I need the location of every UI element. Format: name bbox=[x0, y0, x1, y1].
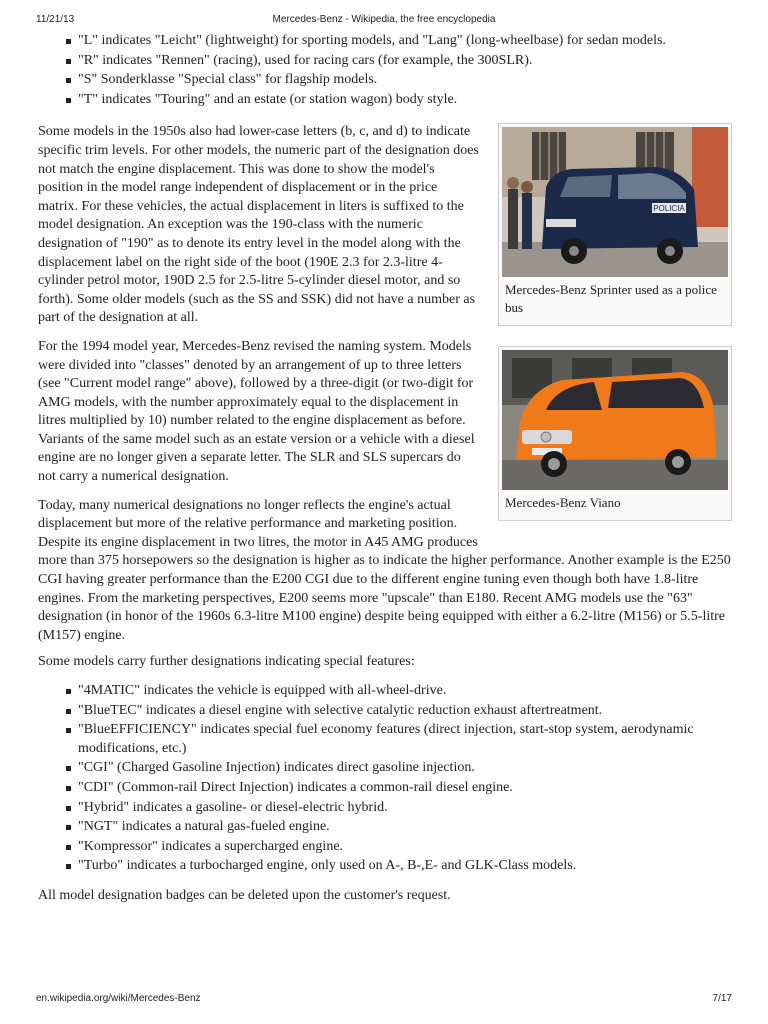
print-url: en.wikipedia.org/wiki/Mercedes-Benz bbox=[36, 993, 201, 1004]
paragraph-badges: All model designation badges can be deleted upon the customer's request. bbox=[38, 887, 451, 903]
list-item: "S" Sonderklasse "Special class" for flagship models. bbox=[78, 71, 732, 90]
list-item: "BlueEFFICIENCY" indicates special fuel economy features (direct injection, start-stop system, aerodynamic modifications, etc.) bbox=[78, 721, 732, 758]
paragraph-numerical-designations: Today, many numerical designations no longer reflects the engine's actual displacement but more of the relative performance and marketing position. Despite its engine displacement in two litres, the motor in A45 AMG produces more than 375 horsepowers so the designation is higher as to indicate the higher performance. Another example is the E250 CGI having greater performance than the E200 CGI due to the different engine tuning even though both have 1.8-litre engines. From the marketing perspectives, E200 seems more "upscale" than E180. Recent AMG models use the "63" designation (in honor of the 1960s 6.3-litre M100 engine) despite being equipped with either a 6.2-litre (M156) or 5.5-litre (M157) engine. bbox=[38, 497, 731, 643]
list-item: "Turbo" indicates a turbocharged engine, only used on A-, B-,E- and GLK-Class models. bbox=[78, 857, 732, 876]
list-item: "R" indicates "Rennen" (racing), used for racing cars (for example, the 300SLR). bbox=[78, 52, 732, 71]
paragraph-trim-levels: Some models in the 1950s also had lower-case letters (b, c, and d) to indicate specific trim levels. For other models, the numeric part of the designation does not match the engine displacement. This was done to show the model's position in the model range independent of displacement or in the price matrix. For these vehicles, the actual displacement in liters is suffixed to the model designation. An exception was the 190-class with the numeric designation of "190" as to denote its entry level in the model along with the displacement label on the right side of the boot (190E 2.3 for 2.3-litre 4-cylinder petrol motor, 190D 2.5 for 2.5-litre 5-cylinder diesel motor, and so forth). Some older models (such as the SS and SSK) did not have a number as part of the designation at all. bbox=[38, 124, 479, 326]
list-item: "L" indicates "Leicht" (lightweight) for sporting models, and "Lang" (long-wheelbase) for sedan models. bbox=[78, 32, 732, 51]
print-page-title: Mercedes-Benz - Wikipedia, the free encyclopedia bbox=[272, 14, 496, 25]
list-item: "T" indicates "Touring" and an estate (or station wagon) body style. bbox=[78, 91, 732, 110]
figure-caption: Mercedes-Benz Viano bbox=[505, 495, 621, 511]
paragraph-special-features-intro: Some models carry further designations indicating special features: bbox=[38, 654, 415, 670]
sprinter-image bbox=[502, 127, 728, 277]
figure-sprinter bbox=[498, 123, 732, 326]
viano-image bbox=[502, 350, 728, 490]
list-item: "CDI" (Common-rail Direct Injection) indicates a common-rail diesel engine. bbox=[78, 779, 732, 798]
special-features-list bbox=[38, 682, 732, 876]
figure-caption: Mercedes-Benz Sprinter used as a police bus bbox=[505, 282, 717, 316]
list-item: "Kompressor" indicates a supercharged engine. bbox=[78, 838, 732, 857]
list-item: "NGT" indicates a natural gas-fueled engine. bbox=[78, 818, 732, 837]
print-footer bbox=[36, 993, 732, 1007]
article-body bbox=[38, 32, 732, 906]
list-item: "Hybrid" indicates a gasoline- or diesel-electric hybrid. bbox=[78, 799, 732, 818]
viano-photo[interactable] bbox=[502, 350, 728, 490]
sprinter-photo[interactable] bbox=[502, 127, 728, 277]
designation-letter-list bbox=[38, 32, 732, 109]
print-header bbox=[36, 14, 732, 28]
print-date: 11/21/13 bbox=[36, 14, 75, 25]
list-item: "4MATIC" indicates the vehicle is equipped with all-wheel-drive. bbox=[78, 682, 732, 701]
van-label: POLICIA bbox=[653, 204, 685, 214]
print-page-number: 7/17 bbox=[712, 993, 732, 1004]
list-item: "CGI" (Charged Gasoline Injection) indicates direct gasoline injection. bbox=[78, 759, 732, 778]
figure-viano bbox=[498, 346, 732, 521]
paragraph-1994-naming: For the 1994 model year, Mercedes-Benz revised the naming system. Models were divided into "classes" denoted by an arrangement of up to three letters (see "Current model range" above), followed by a three-digit (or two-digit for AMG models, with the number approximately equal to the displacement in litres multiplied by 10) number related to the engine displacement as before. Variants of the same model such as an estate version or a vehicle with a diesel engine are no longer given a separate letter. The SLR and SLS supercars do not carry a numerical designation. bbox=[38, 338, 475, 485]
list-item: "BlueTEC" indicates a diesel engine with selective catalytic reduction exhaust aftertreatment. bbox=[78, 702, 732, 721]
